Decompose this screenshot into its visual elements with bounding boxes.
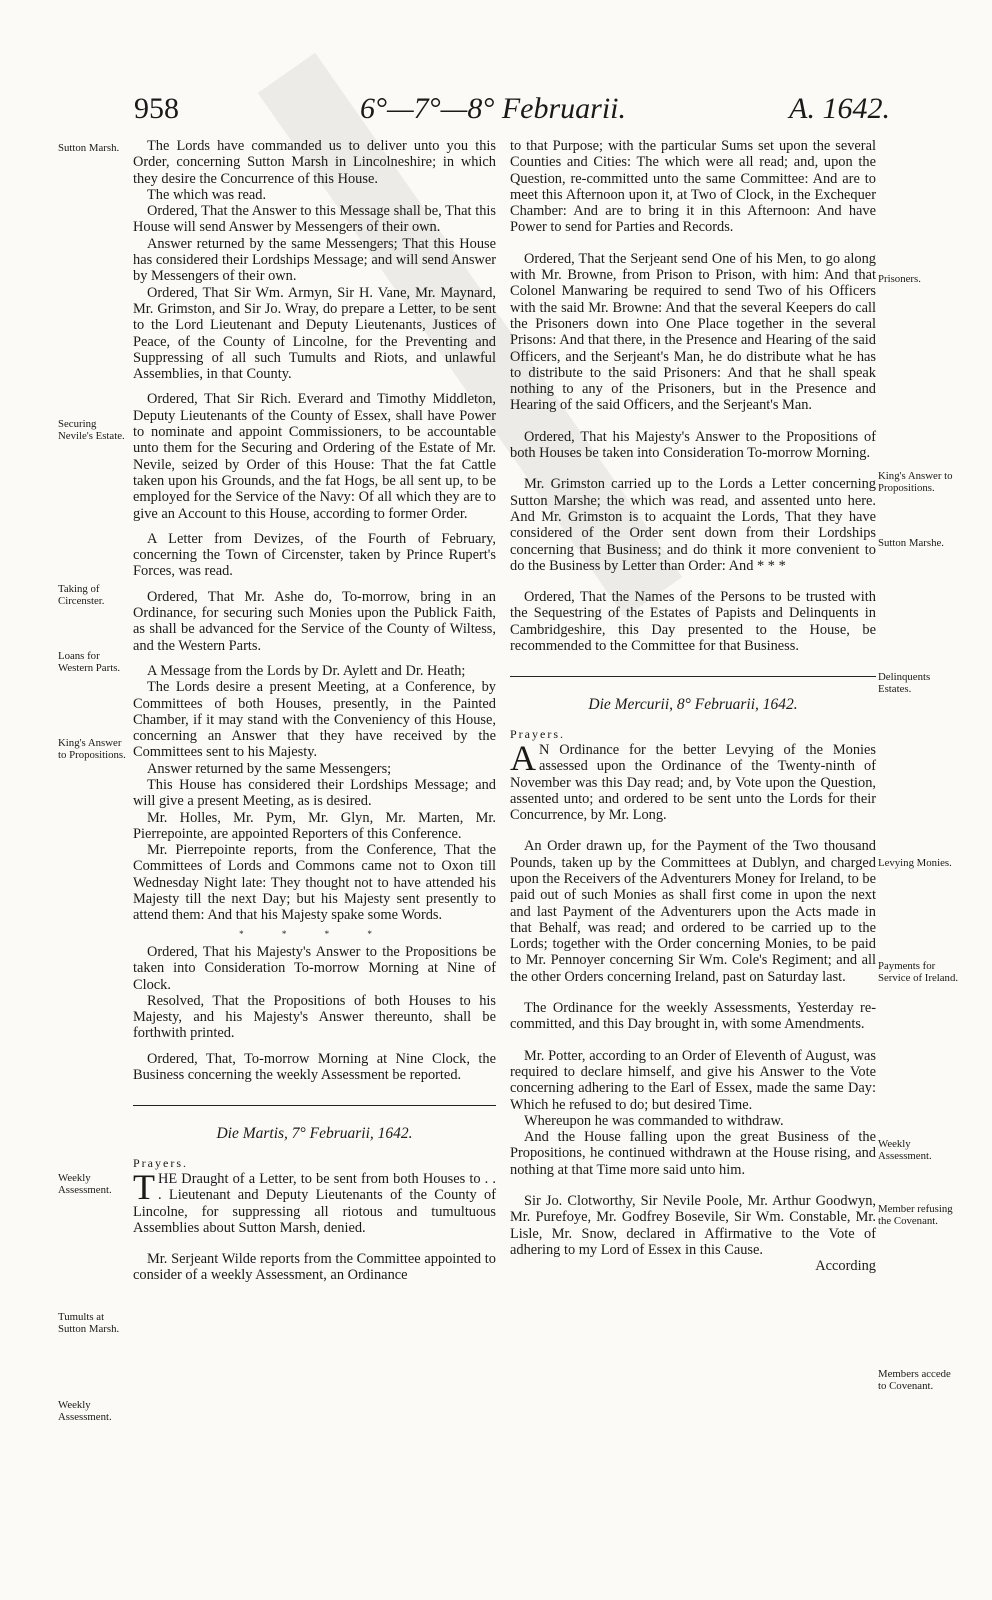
right-column (510, 138, 876, 1275)
day-heading: Die Martis, 7° Februarii, 1642. (216, 1125, 413, 1143)
paragraph: Mr. Serjeant Wilde reports from the Committee appointed to consider of a weekly Assessment, an Ordinance (133, 1251, 496, 1284)
margin-note: Sutton Marsh. (58, 142, 120, 154)
paragraph: Ordered, That, To-morrow Morning at Nine Clock, the Business concerning the weekly Assessment be reported. (133, 1050, 496, 1084)
margin-note: Taking of Circenster. (58, 583, 105, 608)
margin-note: Levying Monies. (878, 857, 952, 869)
margin-note: Members accede to Covenant. (878, 1368, 951, 1393)
paragraph: And the House falling upon the great Business of the Propositions, he continued withdrawn at the House rising, and nothing at that Time more said unto him. (510, 1129, 876, 1178)
margin-note: Securing Nevile's Estate. (58, 418, 125, 443)
omission-stars: * * * * (239, 928, 390, 939)
section-divider (133, 1105, 496, 1106)
paragraph: THE Draught of a Letter, to be sent from both Houses to . . . Lieutenant and Deputy Lieutenants of the County of Lincolne, for suppressing all riotous and tumultuous Assemblies about Sutton Marsh, denied. (133, 1166, 496, 1236)
paragraph: An Order drawn up, for the Payment of the Two thousand Pounds, taken up by the Committees at Dublyn, and charged upon the Receivers of the Adventurers Money for Ireland, to be paid out of such Monies as shall first come in upon the next and last Payment of the Adventurers upon the Acts made in that Behalf, was read; and ordered to be carried up to the Lords; together with the Order concerning Monies, to be paid to Mr. Pennoyer concerning Sir Wm. Cole's Regiment; and all the other Orders concerning Ireland, past on Saturday last. (510, 838, 876, 985)
paragraph: Sir Jo. Clotworthy, Sir Nevile Poole, Mr. Arthur Goodwyn, Mr. Purefoye, Mr. Godfrey Bosevile, Sir Wm. Constable, Mr. Lisle, Mr. Snow, declared in Affirmative to the Vote of adhering to my Lord of Essex in this Cause. (510, 1193, 876, 1258)
page-number: 958 (134, 92, 179, 125)
paragraph: Ordered, That the Names of the Persons to be trusted with the Sequestring of the Estates of Papists and Delinquents in Cambridgeshire, this Day presented to the House, be recommended to the Committee for that Business. (510, 589, 876, 655)
header-year: A. 1642. (789, 92, 890, 125)
left-column (133, 138, 496, 1284)
paragraph: Whereupon he was commanded to withdraw. (524, 1112, 784, 1129)
paragraph: The Lords desire a present Meeting, at a Conference, by Committees of both Houses, presently, in the Painted Chamber, if it may stand with the Conveniency of this House, concerning an Answer that they have received by the Committees sent to his Majesty. (133, 679, 496, 761)
margin-note: Prisoners. (878, 273, 921, 285)
paragraph: The Ordinance for the weekly Assessments, Yesterday re-committed, and this Day brought in, with some Amendments. (510, 1000, 876, 1033)
catchword: According (815, 1258, 876, 1275)
paragraph: Ordered, That Sir Wm. Armyn, Sir H. Vane, Mr. Maynard, Mr. Grimston, and Sir Jo. Wray, do prepare a Letter, to be sent to the Lord Lieutenant and Deputy Lieutenants, Justices of Peace, of the County of Lincolne, for the Preventing and Suppressing of all such Tumults and Riots, and unlawful Assemblies, in that County. (133, 284, 496, 383)
paragraph: Ordered, That Mr. Ashe do, To-morrow, bring in an Ordinance, for securing such Monies upon the Publick Faith, as shall be advanced for the Service of the County of Wiltess, and the Western Parts. (133, 588, 496, 654)
paragraph: The which was read. (147, 186, 267, 203)
paragraph: Ordered, That Sir Rich. Everard and Timothy Middleton, Deputy Lieutenants of the County of Essex, shall have Power to nominate and appoint Commissioners, to be accountable unto them for the Securing and Ordering of the Estate of Mr. Nevile, seized by Order of this House: That the fat Cattle taken upon his Grounds, and the fat Hogs, be all sent up, to be employed for the Service of the Navy: Of all which they are to give an Account to this House, according to former Order. (133, 391, 496, 522)
margin-note: Payments for Service of Ireland. (878, 960, 959, 985)
margin-note: Sutton Marshe. (878, 537, 944, 549)
paragraph: This House has considered their Lordships Message; and will give a present Meeting, as is desired. (133, 776, 496, 810)
paragraph: A N Ordinance for the better Levying of the Monies assessed upon the Ordinance of the Twenty-ninth of November was this Day read; and, by Vote upon the Question, assented unto; and ordered to be sent unto the Lords for their Concurrence, by Mr. Long. (510, 737, 876, 824)
margin-note: Weekly Assessment. (58, 1399, 112, 1424)
margin-note: Delinquents Estates. (878, 671, 931, 696)
paragraph: A Message from the Lords by Dr. Aylett and Dr. Heath; (147, 662, 466, 679)
paragraph: Mr. Pierrepointe reports, from the Conference, That the Committees of Lords and Commons came not to Oxon till Wednesday Night late: They thought not to have attended his Majesty till the next Day; but his Majesty sent presently to attend them: And that his Majesty spake some Words. (133, 842, 496, 924)
paragraph: Mr. Potter, according to an Order of Eleventh of August, was required to declare himself, and give his Answer to the Vote concerning adhering to the Earl of Essex, made the same Day: Which he refused to do; but desired Time. (510, 1047, 876, 1113)
day-heading: Die Mercurii, 8° Februarii, 1642. (588, 696, 798, 714)
paragraph: Mr. Grimston carried up to the Lords a Letter concerning Sutton Marshe; the which was read, and assented unto here. And Mr. Grimston is to acquaint the Lords, That they have considered of the Order sent down from their Lordships concerning that Business; and do think it more convenient to do the Business by Letter than Order: And * * * (510, 476, 876, 574)
paragraph: Resolved, That the Propositions of both Houses to his Majesty, and his Majesty's Answer thereunto, shall be forthwith printed. (133, 992, 496, 1042)
header-dates: 6°—7°—8° Februarii. (360, 92, 627, 125)
paragraph: Answer returned by the same Messengers; (147, 760, 392, 777)
drop-cap: A (510, 737, 536, 778)
margin-note: Weekly Assessment. (878, 1138, 932, 1163)
margin-note: King's Answer to Propositions. (878, 470, 953, 495)
page-header (120, 92, 890, 142)
paragraph: The Lords have commanded us to deliver unto you this Order, concerning Sutton Marsh in Lincolneshire; in which they desire the Concurrence of this House. (133, 138, 496, 187)
paragraph: to that Purpose; with the particular Sums set upon the several Counties and Cities: The which were all read; and, upon the Question, re-committed unto the same Committee: And are to meet this Afternoon upon it, at Two of Clock, in the Exchequer Chamber: And are to bring it in this Afternoon: And have Power to send for Parties and Records. (510, 138, 876, 236)
section-divider (510, 676, 876, 677)
paragraph: A Letter from Devizes, of the Fourth of February, concerning the Town of Circenster, taken by Prince Rupert's Forces, was read. (133, 530, 496, 580)
paragraph: Ordered, That the Answer to this Message shall be, That this House will send Answer by Messengers of their own. (133, 203, 496, 236)
prayers-label: Prayers. (510, 726, 565, 741)
margin-note: Tumults at Sutton Marsh. (58, 1311, 120, 1336)
paragraph: Ordered, That his Majesty's Answer to the Propositions be taken into Consideration To-morrow Morning at Nine of Clock. (133, 943, 496, 993)
prayers-label: Prayers. (133, 1155, 188, 1170)
margin-note: Loans for Western Parts. (58, 650, 121, 675)
margin-note: Weekly Assessment. (58, 1172, 112, 1197)
margin-note: King's Answer to Propositions. (58, 737, 126, 762)
paragraph: Mr. Holles, Mr. Pym, Mr. Glyn, Mr. Marten, Mr. Pierrepointe, are appointed Reporters of this Conference. (133, 809, 496, 842)
paragraph: Ordered, That the Serjeant send One of his Men, to go along with Mr. Browne, from Prison to Prison, with him: And that Colonel Manwaring be required to send Two of his Officers with the said Mr. Browne: And that the several Keepers do call the Prisoners down into One Place together in the several Prisons: And that there, in the Presence and Hearing of the said Officers, and the Serjeant's Man, he do distribute what he has to distribute to the said Prisoners: And that he shall speak nothing to any of the Prisoners, but in the Presence and Hearing of the said Officers, and the Serjeant's Man. (510, 250, 876, 414)
paragraph: Ordered, That his Majesty's Answer to the Propositions of both Houses be taken into Consideration To-morrow Morning. (510, 428, 876, 462)
paragraph: Answer returned by the same Messengers; That this House has considered their Lordships Message; and will send Answer by Messengers of their own. (133, 235, 496, 285)
drop-cap: T (133, 1166, 155, 1207)
margin-note: Member refusing the Covenant. (878, 1203, 953, 1228)
